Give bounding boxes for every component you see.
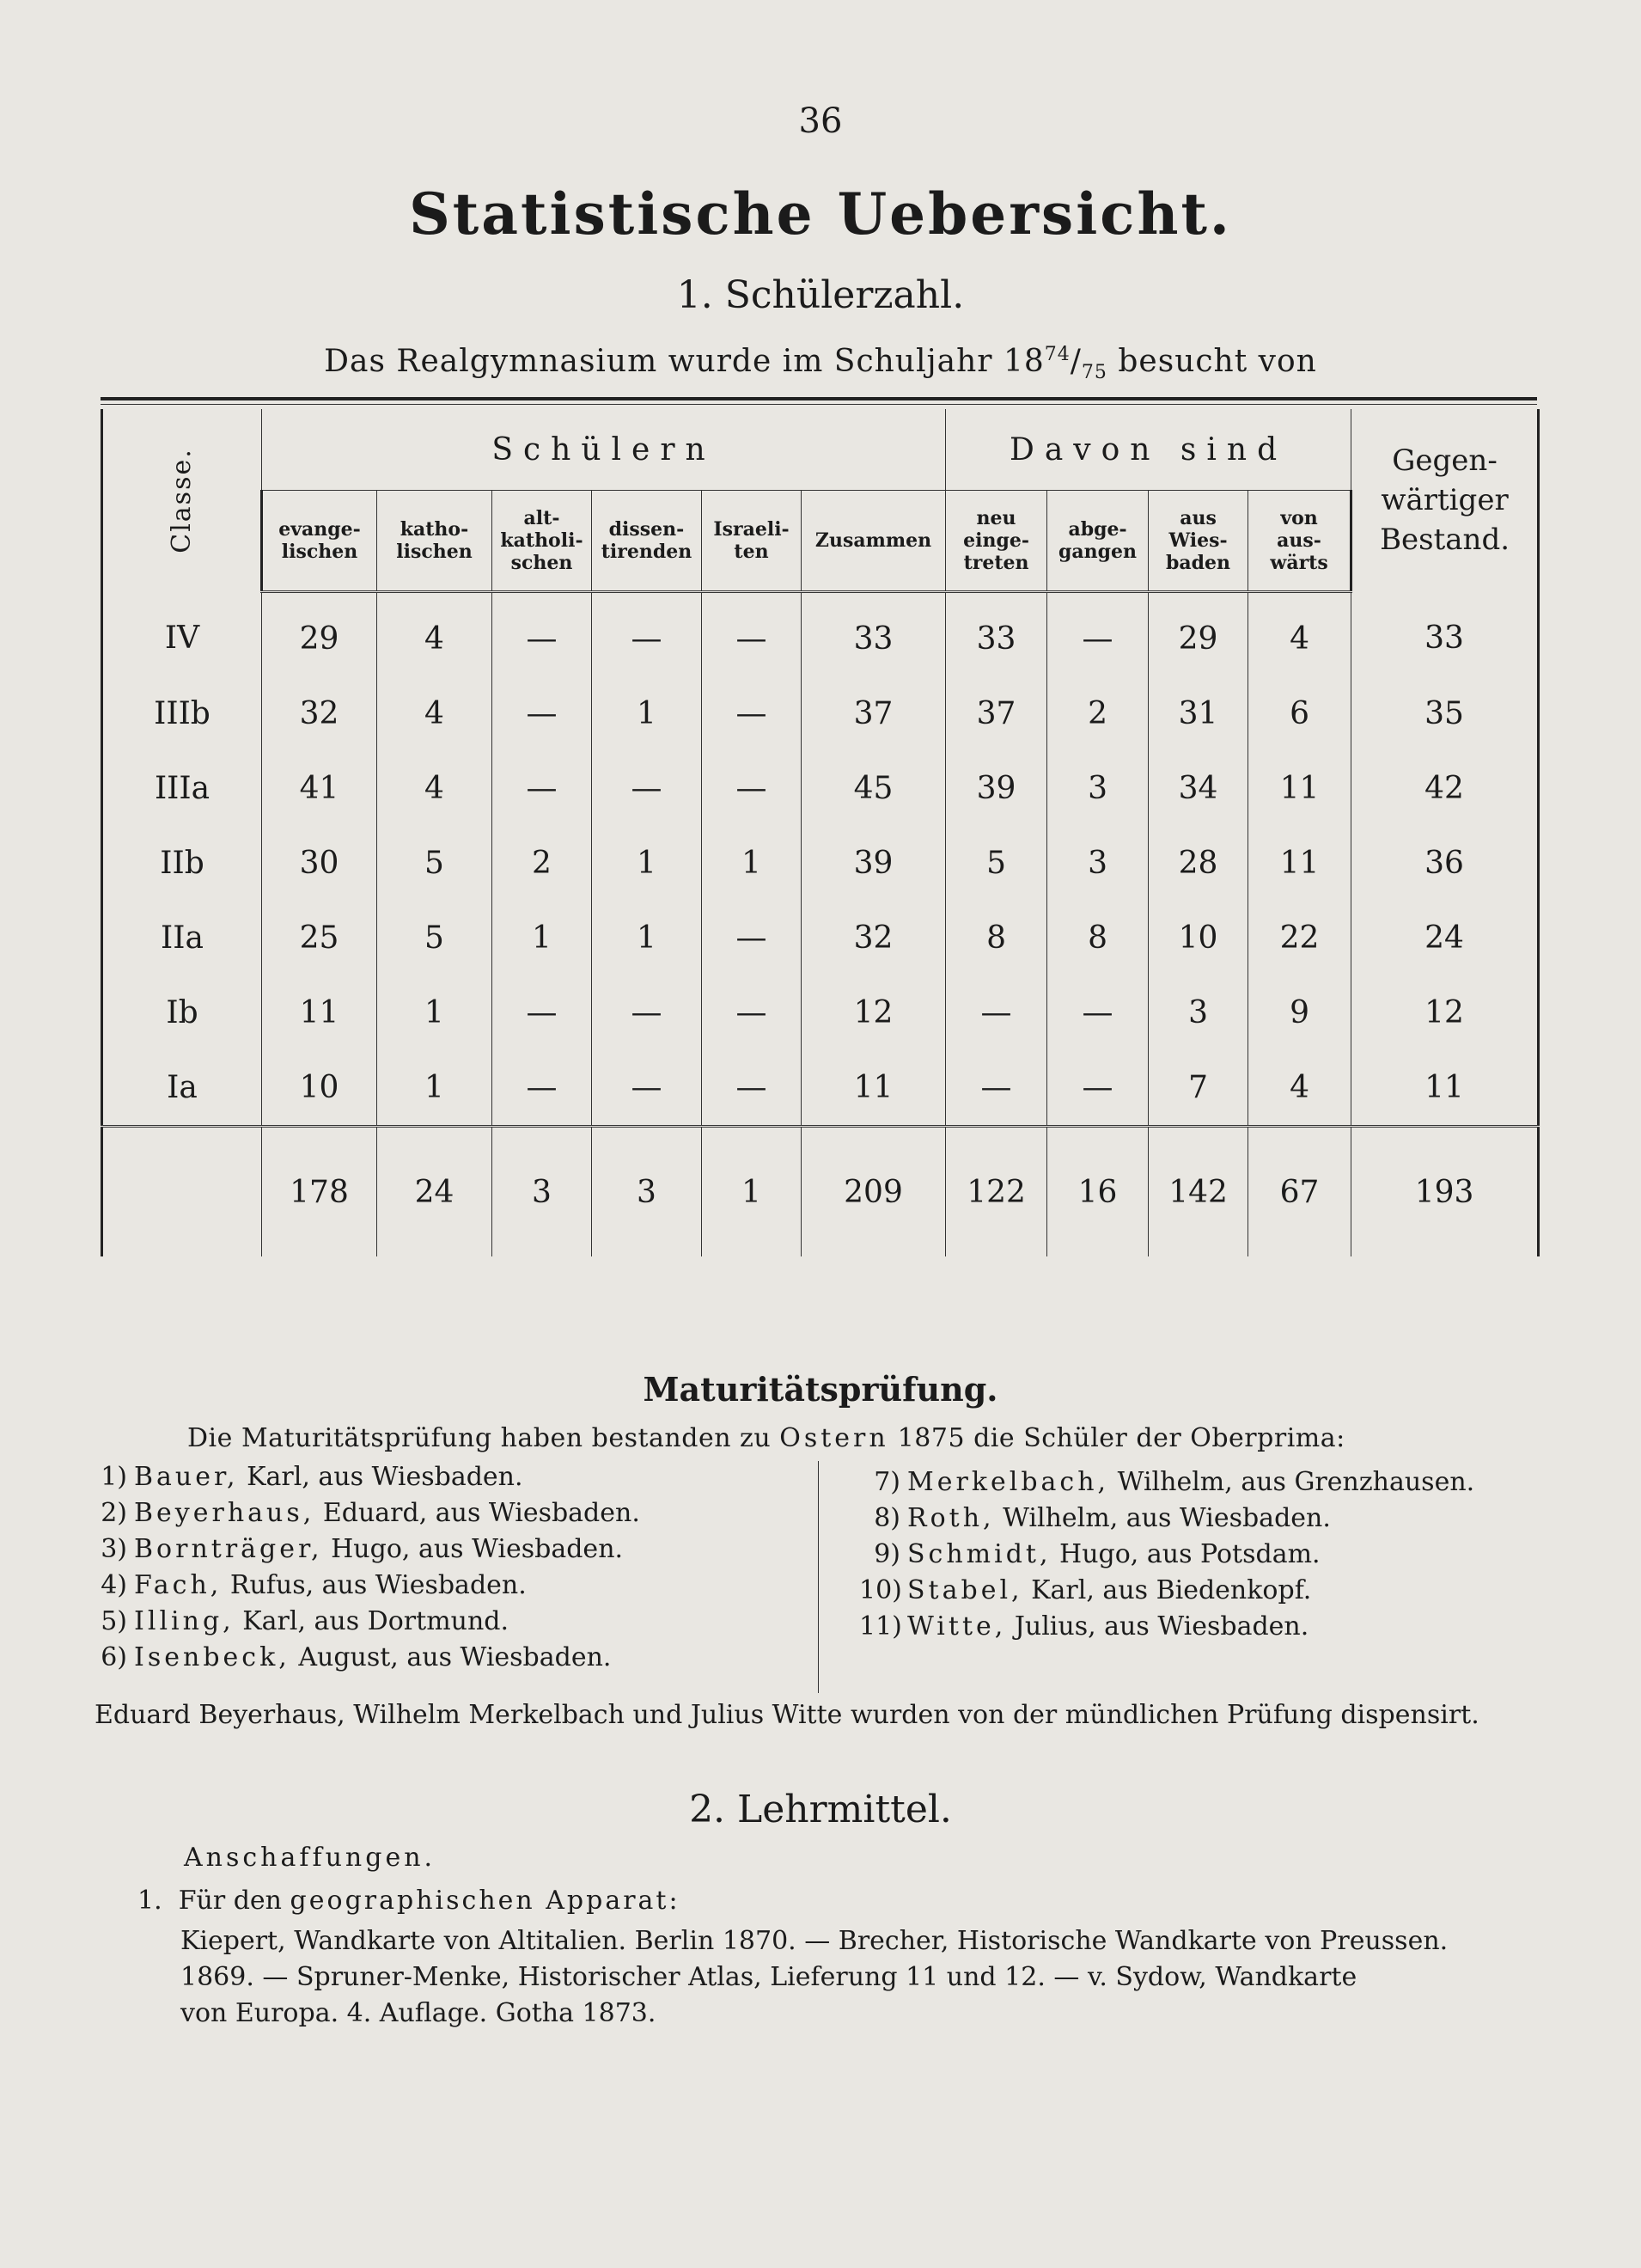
- total-cell: 142: [1149, 1127, 1248, 1257]
- total-cell: 178: [262, 1127, 377, 1257]
- table-cell: 9: [1248, 975, 1351, 1050]
- column-header: neu einge- treten: [946, 491, 1047, 592]
- table-cell: 45: [802, 751, 946, 826]
- class-cell: IIIa: [102, 751, 262, 826]
- lehrmittel-item-1: 1. Für den geographischen Apparat:: [137, 1886, 680, 1916]
- total-cell: 16: [1047, 1127, 1149, 1257]
- table-cell: —: [702, 751, 802, 826]
- graduate-entry: 1) Bauer, Karl, aus Wiesbaden.: [101, 1462, 523, 1492]
- graduates-list-left: [86, 1459, 808, 1676]
- table-top-rule: [101, 397, 1537, 400]
- intro-prefix: Das Realgymnasium wurde im Schuljahr 18: [324, 344, 1045, 379]
- table-cell: 33: [802, 592, 946, 677]
- column-header: evange- lischen: [262, 491, 377, 592]
- column-header: Israeli- ten: [702, 491, 802, 592]
- total-cell: 24: [377, 1127, 492, 1257]
- maturitaet-heading: Maturitätsprüfung.: [643, 1370, 998, 1409]
- total-cell: 3: [592, 1127, 702, 1257]
- table-cell: 35: [1351, 676, 1539, 751]
- table-cell: 5: [377, 901, 492, 975]
- column-header: alt- katholi- schen: [492, 491, 592, 592]
- table-cell: 1: [377, 1050, 492, 1127]
- graduate-entry: 6) Isenbeck, August, aus Wiesbaden.: [101, 1642, 612, 1672]
- graduate-entry: 2) Beyerhaus, Eduard, aus Wiesbaden.: [101, 1498, 640, 1528]
- table-cell: 4: [377, 592, 492, 677]
- group-header-davon: Davon sind: [946, 409, 1351, 491]
- table-cell: 4: [377, 676, 492, 751]
- table-cell: 31: [1149, 676, 1248, 751]
- bestand-header: Gegen- wärtiger Bestand.: [1351, 409, 1539, 592]
- column-header: aus Wies- baden: [1149, 491, 1248, 592]
- lehrmittel-line: von Europa. 4. Auflage. Gotha 1873.: [180, 1998, 656, 2028]
- page-number: 36: [798, 101, 843, 141]
- table-cell: —: [946, 1050, 1047, 1127]
- table-cell: —: [702, 592, 802, 677]
- table-cell: 1: [592, 676, 702, 751]
- table-cell: —: [1047, 975, 1149, 1050]
- total-cell: 3: [492, 1127, 592, 1257]
- table-cell: 30: [262, 826, 377, 901]
- table-cell: —: [492, 975, 592, 1050]
- table-row: [102, 826, 1539, 901]
- table-cell: 8: [1047, 901, 1149, 975]
- table-cell: 8: [946, 901, 1047, 975]
- table-cell: 1: [592, 826, 702, 901]
- graduate-entry: 9) Schmidt, Hugo, aus Potsdam.: [874, 1539, 1321, 1569]
- table-cell: 1: [377, 975, 492, 1050]
- table-cell: 34: [1149, 751, 1248, 826]
- table-cell: —: [492, 1050, 592, 1127]
- classe-header: Classe.: [102, 409, 262, 592]
- table-cell: —: [592, 1050, 702, 1127]
- graduate-entry: 10) Stabel, Karl, aus Biedenkopf.: [859, 1575, 1312, 1605]
- column-header: abge- gangen: [1047, 491, 1149, 592]
- table-cell: 39: [802, 826, 946, 901]
- totals-label-cell: [102, 1127, 262, 1257]
- class-cell: IV: [102, 592, 262, 677]
- anschaffungen-label: Anschaffungen.: [184, 1843, 436, 1873]
- statistics-table-wrap: [101, 397, 1537, 1318]
- table-cell: —: [492, 751, 592, 826]
- table-cell: 7: [1149, 1050, 1248, 1127]
- table-cell: 28: [1149, 826, 1248, 901]
- lehrmittel-line: Kiepert, Wandkarte von Altitalien. Berlin 1870. — Brecher, Historische Wandkarte von Preussen.: [180, 1926, 1449, 1956]
- intro-slash: /: [1070, 344, 1082, 379]
- total-cell: 193: [1351, 1127, 1539, 1257]
- table-cell: 22: [1248, 901, 1351, 975]
- total-cell: 1: [702, 1127, 802, 1257]
- table-cell: —: [702, 901, 802, 975]
- table-cell: 11: [262, 975, 377, 1050]
- graduate-entry: 11) Witte, Julius, aus Wiesbaden.: [859, 1611, 1309, 1641]
- section-heading-schuelerzahl: 1. Schülerzahl.: [676, 273, 965, 317]
- maturitaet-intro: Die Maturitätsprüfung haben bestanden zu Ostern 1875 die Schüler der Oberprima:: [187, 1423, 1345, 1453]
- intro-year-sub: 75: [1081, 362, 1107, 384]
- table-cell: —: [592, 751, 702, 826]
- graduate-entry: 5) Illing, Karl, aus Dortmund.: [101, 1606, 509, 1636]
- table-cell: 3: [1047, 751, 1149, 826]
- table-cell: 4: [1248, 1050, 1351, 1127]
- table-cell: 11: [802, 1050, 946, 1127]
- intro-suffix: besucht von: [1107, 344, 1317, 379]
- table-row: [102, 1050, 1539, 1127]
- table-cell: —: [1047, 1050, 1149, 1127]
- table-cell: —: [492, 592, 592, 677]
- class-cell: Ia: [102, 1050, 262, 1127]
- class-cell: IIIb: [102, 676, 262, 751]
- table-cell: 41: [262, 751, 377, 826]
- table-cell: —: [592, 592, 702, 677]
- graduate-entry: 4) Fach, Rufus, aus Wiesbaden.: [101, 1570, 527, 1600]
- table-top-rule-thin: [101, 404, 1537, 405]
- dispensation-note: Eduard Beyerhaus, Wilhelm Merkelbach und Julius Witte wurden von der mündlichen Prüfung dispensirt.: [95, 1700, 1479, 1730]
- intro-line: [0, 344, 1641, 383]
- table-cell: 11: [1351, 1050, 1539, 1127]
- table-cell: 39: [946, 751, 1047, 826]
- column-header: Zusammen: [802, 491, 946, 592]
- table-cell: —: [702, 676, 802, 751]
- table-cell: —: [946, 975, 1047, 1050]
- table-cell: 32: [262, 676, 377, 751]
- table-cell: 10: [1149, 901, 1248, 975]
- table-cell: 29: [1149, 592, 1248, 677]
- table-cell: —: [702, 975, 802, 1050]
- table-cell: 1: [702, 826, 802, 901]
- table-cell: 5: [946, 826, 1047, 901]
- table-cell: 3: [1047, 826, 1149, 901]
- graduate-entry: 8) Roth, Wilhelm, aus Wiesbaden.: [874, 1503, 1331, 1533]
- column-divider: [818, 1461, 819, 1693]
- intro-year-sup: 74: [1044, 344, 1071, 365]
- table-cell: 37: [946, 676, 1047, 751]
- total-cell: 122: [946, 1127, 1047, 1257]
- table-cell: 12: [802, 975, 946, 1050]
- table-cell: 24: [1351, 901, 1539, 975]
- table-cell: 3: [1149, 975, 1248, 1050]
- table-cell: 42: [1351, 751, 1539, 826]
- graduates-list-right: [859, 1464, 1546, 1645]
- table-row: [102, 592, 1539, 677]
- table-cell: 32: [802, 901, 946, 975]
- total-cell: 209: [802, 1127, 946, 1257]
- table-cell: 29: [262, 592, 377, 677]
- class-cell: IIa: [102, 901, 262, 975]
- table-cell: 5: [377, 826, 492, 901]
- table-cell: —: [702, 1050, 802, 1127]
- class-cell: Ib: [102, 975, 262, 1050]
- graduate-entry: 3) Bornträger, Hugo, aus Wiesbaden.: [101, 1534, 624, 1564]
- class-cell: IIb: [102, 826, 262, 901]
- table-row: [102, 676, 1539, 751]
- table-cell: 36: [1351, 826, 1539, 901]
- totals-row: [102, 1127, 1539, 1257]
- table-cell: 2: [1047, 676, 1149, 751]
- table-cell: 11: [1248, 826, 1351, 901]
- table-cell: 4: [1248, 592, 1351, 677]
- table-cell: 37: [802, 676, 946, 751]
- table-cell: 10: [262, 1050, 377, 1127]
- total-cell: 67: [1248, 1127, 1351, 1257]
- group-header-schuelern: Schülern: [262, 409, 946, 491]
- table-cell: 11: [1248, 751, 1351, 826]
- table-cell: 4: [377, 751, 492, 826]
- table-cell: 1: [492, 901, 592, 975]
- table-row: [102, 975, 1539, 1050]
- lehrmittel-line: 1869. — Spruner-Menke, Historischer Atlas, Lieferung 11 und 12. — v. Sydow, Wandkarte: [180, 1962, 1357, 1992]
- table-cell: 1: [592, 901, 702, 975]
- table-cell: —: [492, 676, 592, 751]
- table-row: [102, 901, 1539, 975]
- table-cell: 12: [1351, 975, 1539, 1050]
- table-cell: 25: [262, 901, 377, 975]
- lehrmittel-text: [180, 1923, 1540, 2032]
- table-row: [102, 751, 1539, 826]
- table-cell: 33: [946, 592, 1047, 677]
- table-cell: —: [592, 975, 702, 1050]
- graduate-entry: 7) Merkelbach, Wilhelm, aus Grenzhausen.: [874, 1467, 1475, 1497]
- table-cell: —: [1047, 592, 1149, 677]
- table-cell: 33: [1351, 592, 1539, 677]
- column-header: von aus- wärts: [1248, 491, 1351, 592]
- column-header: katho- lischen: [377, 491, 492, 592]
- table-cell: 2: [492, 826, 592, 901]
- column-header: dissen- tirenden: [592, 491, 702, 592]
- table-cell: 6: [1248, 676, 1351, 751]
- section-heading-lehrmittel: 2. Lehrmittel.: [689, 1788, 952, 1831]
- statistics-table: [101, 409, 1540, 1256]
- page-title: Statistische Uebersicht.: [409, 180, 1232, 248]
